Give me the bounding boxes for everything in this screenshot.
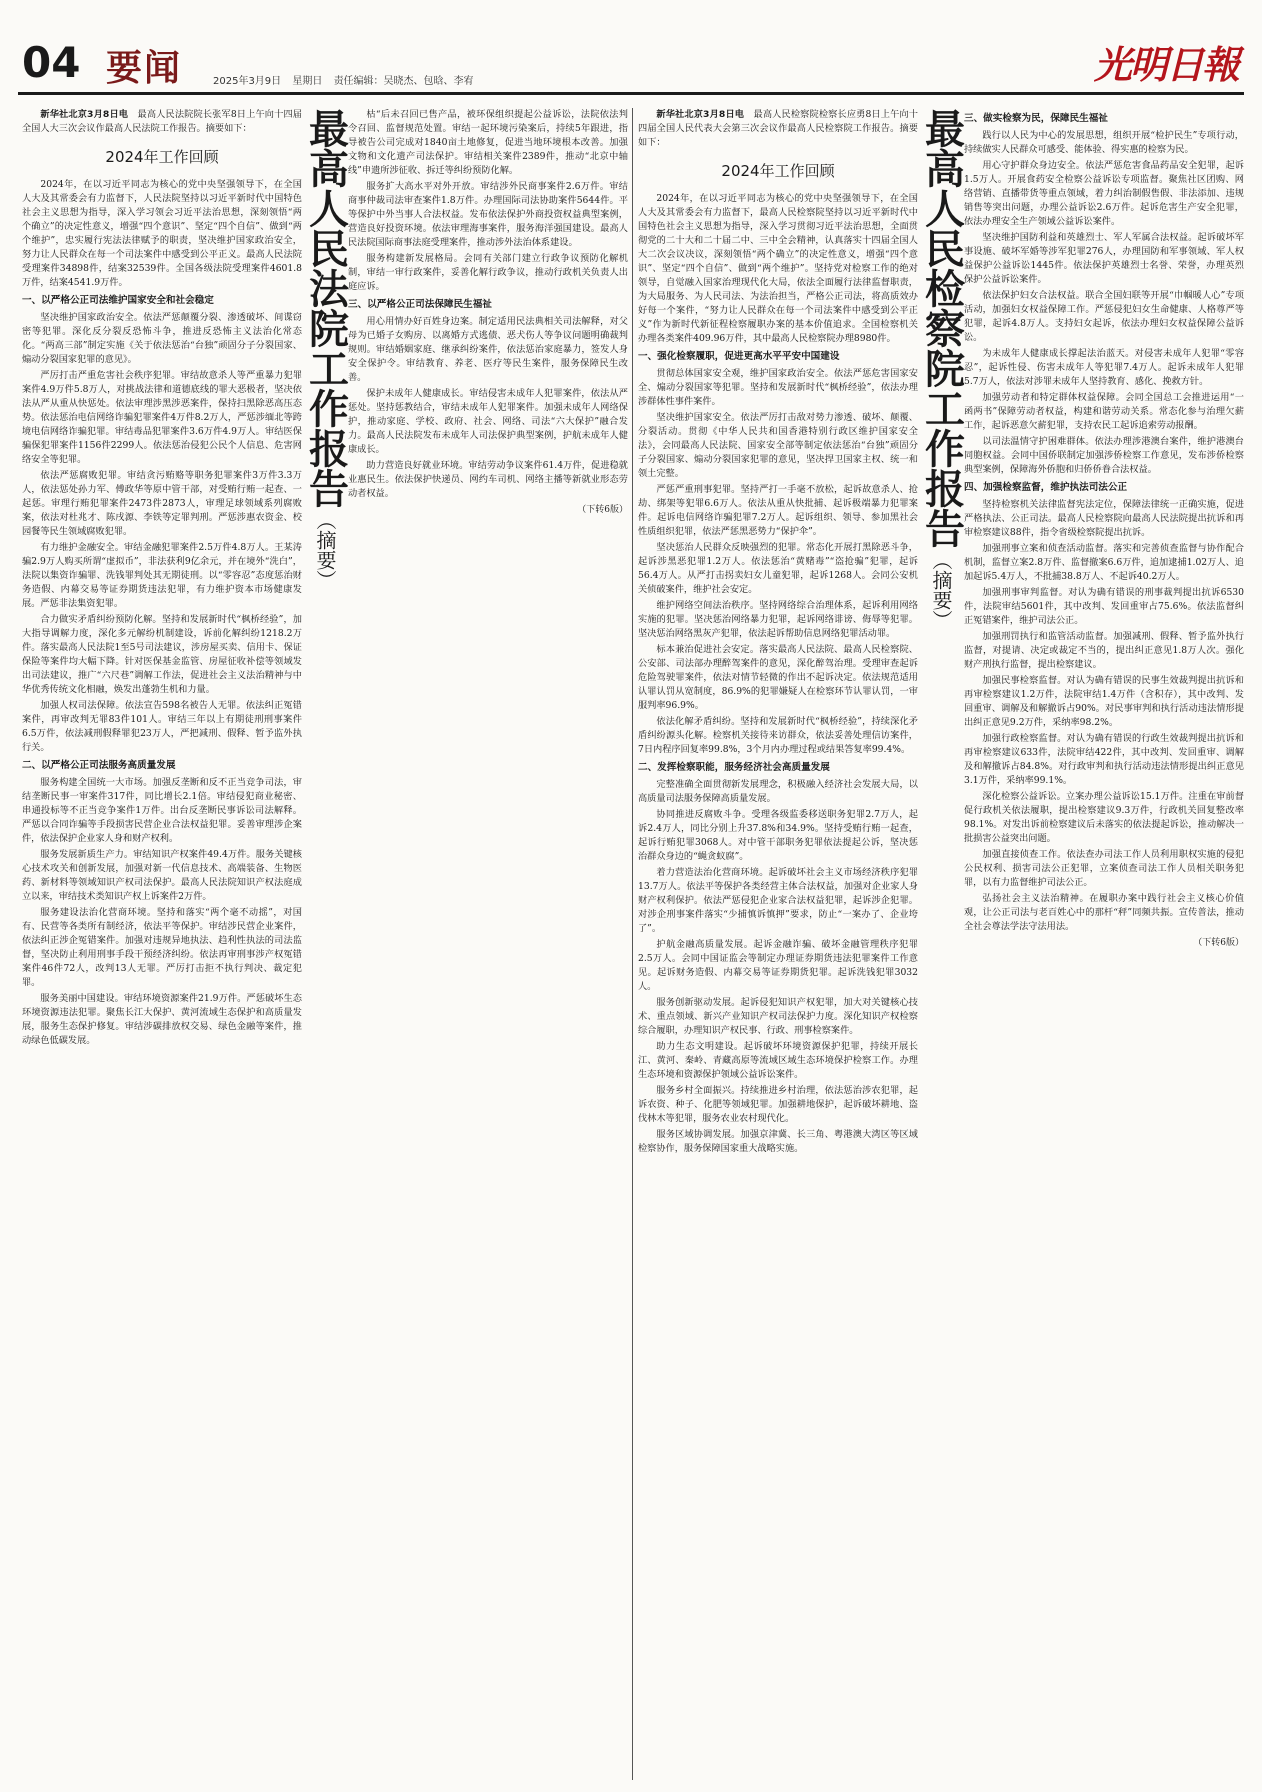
issue-weekday: 星期日 <box>292 76 323 87</box>
paragraph: 加强人权司法保障。依法宣告598名被告人无罪。依法纠正冤错案件，再审改判无罪83件101人。审结三年以上有期徒刑刑事案件6.5万件，依法减刑假释罪犯23万人，严把减刑、假释、暂予监外执行关。 <box>22 700 302 753</box>
section-heading: 三、以严格公正司法保障民生福祉 <box>348 299 492 310</box>
paragraph: 深化检察公益诉讼。立案办理公益诉讼15.1万件。注重在审前督促行政机关依法履职，提出检察建议9.3万件，行政机关回复整改率98.1%。对发出诉前检察建议后未落实的依法提起诉讼，推动解决一批损害公益突出问题。 <box>964 791 1244 844</box>
paragraph: 服务发展新质生产力。审结知识产权案件49.4万件。服务关键核心技术攻关和创新发展，加强对新一代信息技术、高端装备、生物医药、新材料等领域知识产权司法保护。最高人民法院知识产权法庭成立以来，审结技术类知识产权上诉案件2万件。 <box>22 849 302 902</box>
paragraph: 加强刑罚执行和监管活动监督。加强减刑、假释、暂予监外执行监督，对提请、决定或裁定不当的，提出纠正意见1.8万人次。强化财产刑执行监督，提出检察建议。 <box>964 631 1244 670</box>
paragraph: 践行以人民为中心的发展思想，组织开展“检护民生”专项行动，持续做实人民群众可感受、能体验、得实惠的检察为民。 <box>964 130 1244 155</box>
page-content <box>22 108 1244 1780</box>
paragraph: 2024年，在以习近平同志为核心的党中央坚强领导下，在全国人大及其常委会有力监督下，人民法院坚持以习近平新时代中国特色社会主义思想为指导，深入学习领会习近平法治思想，深刻领悟“两个确立”的决定性意义，增强“四个意识”、坚定“四个自信”、做到“两个维护”，忠实履行宪法法律赋予的职责，坚决维护国家政治安全，努力让人民群众在每一个司法案件中感受到公平正义。最高人民法院受理案件34898件，结案32539件。全国各级法院受理案件4601.8万件，结案4541.9万件。 <box>22 179 302 288</box>
procuratorate-abstract-label: （摘要） <box>929 550 953 630</box>
continued-note: （下转6版） <box>1193 938 1244 948</box>
court-subtitle: 2024年工作回顾 <box>105 148 219 166</box>
paragraph: 为未成年人健康成长撑起法治蓝天。对侵害未成年人犯罪“零容忍”，起诉性侵、伤害未成年人等犯罪7.4万人。起诉未成年人犯罪5.7万人，依法对涉罪未成年人坚持教育、感化、挽救方针。 <box>964 348 1244 387</box>
paragraph: 维护网络空间法治秩序。坚持网络综合治理体系，起诉利用网络实施的犯罪。坚决惩治网络暴力犯罪，起诉网络诽谤、侮辱等犯罪。坚决惩治网络黑灰产犯罪，依法起诉帮助信息网络犯罪活动罪。 <box>638 600 918 639</box>
paragraph: 坚决维护国家安全。依法严厉打击敌对势力渗透、破坏、颠覆、分裂活动。贯彻《中华人民共和国香港特别行政区维护国家安全法》，会同最高人民法院、国家安全部等制定依法惩治“台独”顽固分子分裂国家、煽动分裂国家犯罪的意见，坚决捍卫国家主权、统一和领土完整。 <box>638 412 918 479</box>
paragraph: 以司法温情守护困难群体。依法办理涉港澳台案件，维护港澳台同胞权益。会同中国侨联制定加强涉侨检察工作意见，发布涉侨检察典型案例，保障海外侨胞和归侨侨眷合法权益。 <box>964 436 1244 475</box>
paragraph: 着力营造法治化营商环境。起诉破坏社会主义市场经济秩序犯罪13.7万人。依法平等保护各类经营主体合法权益，加强对企业家人身财产权利保护。依法严惩侵犯企业家合法权益犯罪，起诉涉企犯罪。对涉企刑事案件落实“少捕慎诉慎押”要求，防止“一案办了、企业垮了”。 <box>638 867 918 934</box>
section-heading: 四、加强检察监督，维护执法司法公正 <box>964 482 1128 493</box>
paragraph: 用心用情办好百姓身边案。制定适用民法典相关司法解释，对父母为已婚子女购房、以离婚方式逃债、恶犬伤人等争议问题明确裁判规则。审结婚姻家庭、继承纠纷案件，依法惩治家庭暴力，签发人身安全保护令。审结教育、养老、医疗等民生案件，服务保障民生改善。 <box>348 316 628 383</box>
paragraph: 枯“后未召回已售产品，被环保组织提起公益诉讼，法院依法判令召回、监督规范处置。审结一起环境污染案后，持续5年跟进，指导被告公司完成对1840亩土地修复，促进当地环境根本改善。加强文物和文化遗产司法保护。审结相关案件2389件，推动“北京中轴线”申遗所涉征收、拆迁等纠纷预防化解。 <box>348 109 628 176</box>
masthead <box>18 30 1244 95</box>
procuratorate-dateline: 新华社北京3月8日电 <box>656 109 745 120</box>
paragraph: 标本兼治促进社会安定。落实最高人民法院、最高人民检察院、公安部、司法部办理醉驾案件的意见，深化醉驾治理。受理审查起诉危险驾驶罪案件，依法对情节轻微的作出不起诉决定。依法规范适用认罪认罚从宽制度，86.9%的犯罪嫌疑人在检察环节认罪认罚，一审服判率96.9%。 <box>638 644 918 711</box>
section-heading: 三、做实检察为民，保障民生福祉 <box>964 113 1108 124</box>
paragraph: 服务建设法治化营商环境。坚持和落实“两个毫不动摇”，对国有、民营等各类所有制经济，依法平等保护。审结涉民营企业案件，依法纠正涉企冤错案件。加强对违规异地执法、趋利性执法的司法监督，坚决防止利用刑事手段干预经济纠纷。依法再审刑事涉产权冤错案件46件72人，改判13人无罪。严厉打击拒不执行判决、裁定犯罪。 <box>22 907 302 988</box>
procuratorate-column-1 <box>638 108 918 1780</box>
paragraph: 有力维护金融安全。审结金融犯罪案件2.5万件4.8万人。王某涛骗2.9万人购买所谓“虚拟币”，非法获利9亿余元，并在境外“洗白”，法院以集资诈骗罪、洗钱罪判处其无期徒刑。以“零容忍”态度惩治财务造假、内幕交易等证券期货违法犯罪，有力维护资本市场健康发展。严惩非法集资犯罪。 <box>22 542 302 609</box>
paragraph: 服务区域协调发展。加强京津冀、长三角、粤港澳大湾区等区域检察协作，服务保障国家重大战略实施。 <box>638 1129 918 1154</box>
procuratorate-report-title: 最高人民检察院工作报告 <box>918 108 965 548</box>
court-column-2 <box>348 108 628 1780</box>
paragraph: 合力做实矛盾纠纷预防化解。坚持和发展新时代“枫桥经验”，加大指导调解力度，深化多元解纷机制建设，诉前化解纠纷1218.2万件。落实最高人民法院1至5号司法建议，涉房屋买卖、信用卡、保证保险等案件均大幅下降。针对医保基金监管、房屋征收补偿等领域发出司法建议，推广“六尺巷”调解工作法，促进社会主义法治精神与中华优秀传统文化相融，焕发出蓬勃生机和力量。 <box>22 614 302 695</box>
paragraph: 贯彻总体国家安全观，维护国家政治安全。依法严惩危害国家安全、煽动分裂国家等犯罪。坚持和发展新时代“枫桥经验”，依法办理涉群体性事件案件。 <box>638 368 918 407</box>
procuratorate-column-2 <box>964 108 1244 1780</box>
paragraph: 协同推进反腐败斗争。受理各级监委移送职务犯罪2.7万人，起诉2.4万人，同比分别上升37.8%和34.9%。坚持受贿行贿一起查，起诉行贿犯罪3068人。对中管干部职务犯罪依法提起公诉，坚决惩治群众身边的“蝇贪蚁腐”。 <box>638 809 918 862</box>
paragraph: 坚决惩治人民群众反映强烈的犯罪。常态化开展打黑除恶斗争，起诉涉黑恶犯罪1.2万人。依法惩治“黄赌毒”“盗抢骗”犯罪，起诉56.4万人。从严打击拐卖妇女儿童犯罪，起诉1268人。会同公安机关侦破案件，维护社会安定。 <box>638 542 918 595</box>
court-title-block <box>302 108 349 668</box>
paragraph: 加强劳动者和特定群体权益保障。会同全国总工会推进运用“一函两书”保障劳动者权益，构建和谐劳动关系。常态化参与治理欠薪工作，起诉恶意欠薪犯罪，支持农民工起诉追索劳动报酬。 <box>964 392 1244 431</box>
paragraph: 服务扩大高水平对外开放。审结涉外民商事案件2.6万件。审结商事仲裁司法审查案件1.8万件。办理国际司法协助案件5644件。平等保护中外当事人合法权益。发布依法保护外商投资权益典型案例，营造良好投资环境。依法审理海事案件，服务海洋强国建设。最高人民法院国际商事法庭受理案件，推动涉外法治体系建设。 <box>348 181 628 248</box>
paragraph: 坚持检察机关法律监督宪法定位，保障法律统一正确实施，促进严格执法、公正司法。最高人民检察院向最高人民法院提出抗诉和再审检察建议88件，指令省级检察院提出抗诉。 <box>964 499 1244 538</box>
procuratorate-lead: 新华社北京3月8日电 最高人民检察院检察长应勇8日上午向十四届全国人民代表大会第三次会议作最高人民检察院工作报告。摘要如下： <box>638 109 918 148</box>
continued-note: （下转6版） <box>577 505 628 515</box>
editors-line: 责任编辑：吴晓杰、包晗、李宥 <box>333 76 474 87</box>
paragraph: 加强行政检察监督。对认为确有错误的行政生效裁判提出抗诉和再审检察建议633件，法院审结422件，其中改判、发回重审、调解及和解撤诉占84.8%。对行政审判和执行活动违法情形提出纠正意见3.1万件，采纳率99.1%。 <box>964 733 1244 786</box>
paragraph: 弘扬社会主义法治精神。在履职办案中践行社会主义核心价值观，让公正司法与老百姓心中的那杆“秤”同频共振。宣传普法，推动全社会尊法学法守法用法。 <box>964 893 1244 932</box>
section-title: 要闻 <box>106 47 183 89</box>
court-lead: 新华社北京3月8日电 最高人民法院院长张军8日上午向十四届全国人大三次会议作最高人民法院工作报告。摘要如下： <box>22 109 302 134</box>
paragraph: 助力营造良好就业环境。审结劳动争议案件61.4万件，促进稳就业惠民生。依法保护快递员、网约车司机、网络主播等新就业形态劳动者权益。 <box>348 460 628 499</box>
court-report-title: 最高人民法院工作报告 <box>302 108 349 508</box>
paragraph: 服务创新驱动发展。起诉侵犯知识产权犯罪，加大对关键核心技术、重点领域、新兴产业知识产权司法保护力度。深化知识产权检察综合履职，办理知识产权民事、行政、刑事检察案件。 <box>638 997 918 1036</box>
court-column-1 <box>22 108 302 1780</box>
page-number: 04 <box>22 38 81 87</box>
column-divider <box>632 108 633 1780</box>
paragraph: 坚决维护国防利益和英雄烈士、军人军属合法权益。起诉破坏军事设施、破坏军婚等涉军犯罪276人，办理国防和军事领域、军人权益保护公益诉讼1445件。依法保护英雄烈士名誉、荣誉，办理英烈保护公益诉讼案件。 <box>964 232 1244 285</box>
section-heading: 二、发挥检察职能，服务经济社会高质量发展 <box>638 762 830 773</box>
paragraph: 加强刑事立案和侦查活动监督。落实和完善侦查监督与协作配合机制，监督立案2.8万件、监督撤案6.6万件，追加逮捕1.02万人、追加起诉5.4万人，不批捕38.8万人、不起诉40.2万人。 <box>964 543 1244 582</box>
procuratorate-title-block <box>918 108 965 668</box>
issue-meta <box>213 72 482 87</box>
paragraph: 服务美丽中国建设。审结环境资源案件21.9万件。严惩破坏生态环境资源违法犯罪。聚焦长江大保护、黄河流域生态保护和高质量发展，服务生态保护修复。审结涉碳排放权交易、绿色金融等案件，推动绿色低碳发展。 <box>22 993 302 1046</box>
paragraph: 严厉打击严重危害社会秩序犯罪。审结故意杀人等严重暴力犯罪案件4.9万件5.8万人，对挑战法律和道德底线的罪大恶极者，坚决依法从严从重从快惩处。依法审理涉黑涉恶案件，保持扫黑除恶高压态势。依法惩治电信网络诈骗犯罪案件4万件8.2万人，严惩涉缅北等跨境电信网络诈骗犯罪。审结毒品犯罪案件3.6万件4.9万人。审结医保骗保犯罪案件1156件2299人。依法惩治侵犯公民个人信息、危害网络安全等犯罪。 <box>22 370 302 465</box>
paragraph: 助力生态文明建设。起诉破坏环境资源保护犯罪，持续开展长江、黄河、秦岭、青藏高原等流域区域生态环境保护检察工作。办理生态环境和资源保护领域公益诉讼案件。 <box>638 1041 918 1080</box>
paragraph: 严惩严重刑事犯罪。坚持严打一手毫不放松，起诉故意杀人、抢劫、绑架等犯罪6.6万人。依法从重从快批捕、起诉极端暴力犯罪案件。起诉电信网络诈骗犯罪7.2万人。起诉组织、领导、参加黑社会性质组织犯罪，依法严惩黑恶势力“保护伞”。 <box>638 484 918 537</box>
paragraph: 用心守护群众身边安全。依法严惩危害食品药品安全犯罪，起诉1.5万人。开展食药安全检察公益诉讼专项监督。聚焦社区团购、网络营销、直播带货等重点领域，着力纠治制假售假、非法添加、违规销售等突出问题，办理公益诉讼2.6万件。起诉危害生产安全犯罪，依法办理安全生产领域公益诉讼案件。 <box>964 160 1244 227</box>
paragraph: 坚决维护国家政治安全。依法严惩颠覆分裂、渗透破坏、间谍窃密等犯罪。深化反分裂反恐怖斗争，推进反恐怖主义法治化常态化。“两高三部”制定实施《关于依法惩治“台独”顽固分子分裂国家、煽动分裂国家犯罪的意见》。 <box>22 312 302 365</box>
paragraph: 服务构建新发展格局。会同有关部门建立行政争议预防化解机制，审结一审行政案件，妥善化解行政争议，推动行政机关负责人出庭应诉。 <box>348 253 628 292</box>
court-dateline: 新华社北京3月8日电 <box>40 109 129 120</box>
paragraph: 完整准确全面贯彻新发展理念，积极融入经济社会发展大局，以高质量司法服务保障高质量发展。 <box>638 779 918 804</box>
paragraph: 加强民事检察监督。对认为确有错误的民事生效裁判提出抗诉和再审检察建议1.2万件，法院审结1.4万件（含积存），其中改判、发回重审、调解及和解撤诉占90%。对民事审判和执行活动违法情形提出纠正意见9.2万件，采纳率98.2%。 <box>964 675 1244 728</box>
paragraph: 服务构建全国统一大市场。加强反垄断和反不正当竞争司法，审结垄断民事一审案件317件，同比增长2.1倍。审结侵犯商业秘密、串通投标等不正当竞争案件1万件。出台反垄断民事诉讼司法解释。严惩以合同诈骗等手段损害民营企业合法权益犯罪。妥善审理涉企案件，依法保护企业家人身和财产权利。 <box>22 777 302 844</box>
procuratorate-subtitle: 2024年工作回顾 <box>721 162 835 180</box>
section-heading: 一、强化检察履职，促进更高水平平安中国建设 <box>638 351 840 362</box>
paragraph: 服务乡村全面振兴。持续推进乡村治理，依法惩治涉农犯罪，起诉农资、种子、化肥等领域犯罪。加强耕地保护，起诉破坏耕地、盗伐林木等犯罪，服务农业农村现代化。 <box>638 1085 918 1124</box>
paragraph: 依法严惩腐败犯罪。审结贪污贿赂等职务犯罪案件3万件3.3万人，依法惩处孙力军、傅政华等原中管干部，对受贿行贿一起查、一起惩。审理行贿犯罪案件2473件2873人，审理足球领域系列腐败案，依法对杜兆才、陈戌源、李铁等定罪判刑。严惩涉惠农资金、校园餐等民生领域腐败犯罪。 <box>22 470 302 537</box>
paragraph: 保护未成年人健康成长。审结侵害未成年人犯罪案件，依法从严惩处。坚持惩教结合，审结未成年人犯罪案件。加强未成年人网络保护，推动家庭、学校、政府、社会、网络、司法“六大保护”融合发力。最高人民法院发布未成年人司法保护典型案例，护航未成年人健康成长。 <box>348 388 628 455</box>
procuratorate-report <box>638 108 1244 1780</box>
paragraph: 2024年，在以习近平同志为核心的党中央坚强领导下，在全国人大及其常委会有力监督下，最高人民检察院坚持以习近平新时代中国特色社会主义思想为指导，深入学习贯彻习近平法治思想，全面贯彻党的二十大和二十届二中、三中全会精神，认真落实十四届全国人大二次会议决议，深刻领悟“两个确立”的决定性意义，增强“四个意识”、坚定“四个自信”、做到“两个维护”。坚持党对检察工作的绝对领导，自觉融入国家治理现代化大局，依法全面履行法律监督职责，为大局服务、为人民司法、为法治担当，严格公正司法，将高质效办好每一个案件，“努力让人民群众在每一个司法案件中感受到公平正义”作为新时代新征程检察履职办案的基本价值追求。全国检察机关办理各类案件409.96万件，其中最高人民检察院办理8980件。 <box>638 193 918 344</box>
paragraph: 依法化解矛盾纠纷。坚持和发展新时代“枫桥经验”，持续深化矛盾纠纷源头化解。检察机关接待来访群众，依法妥善处理信访案件，7日内程序回复率99.8%，3个月内办理过程或结果答复率99.4%。 <box>638 716 918 755</box>
paragraph: 依法保护妇女合法权益。联合全国妇联等开展“巾帼暖人心”专项活动，加强妇女权益保障工作。严惩侵犯妇女生命健康、人格尊严等犯罪，起诉4.8万人。支持妇女起诉，依法办理妇女权益保障公益诉讼。 <box>964 290 1244 343</box>
court-abstract-label: （摘要） <box>313 510 337 590</box>
section-heading: 二、以严格公正司法服务高质量发展 <box>22 760 176 771</box>
issue-date: 2025年3月9日 <box>213 76 282 87</box>
paragraph: 护航金融高质量发展。起诉金融诈骗、破坏金融管理秩序犯罪2.5万人。会同中国证监会等制定办理证券期货违法犯罪案件工作意见。起诉财务造假、内幕交易等证券期货犯罪。起诉洗钱犯罪3032人。 <box>638 939 918 992</box>
court-report <box>22 108 628 1780</box>
paragraph: 加强刑事审判监督。对认为确有错误的刑事裁判提出抗诉6530件，法院审结5601件，其中改判、发回重审占75.6%。依法监督纠正冤错案件，维护司法公正。 <box>964 587 1244 626</box>
paragraph: 加强直接侦查工作。依法查办司法工作人员利用职权实施的侵犯公民权利、损害司法公正犯罪，立案侦查司法工作人员相关职务犯罪，以有力监督维护司法公正。 <box>964 849 1244 888</box>
newspaper-logo: 光明日報 <box>1093 42 1238 87</box>
section-heading: 一、以严格公正司法维护国家安全和社会稳定 <box>22 295 214 306</box>
